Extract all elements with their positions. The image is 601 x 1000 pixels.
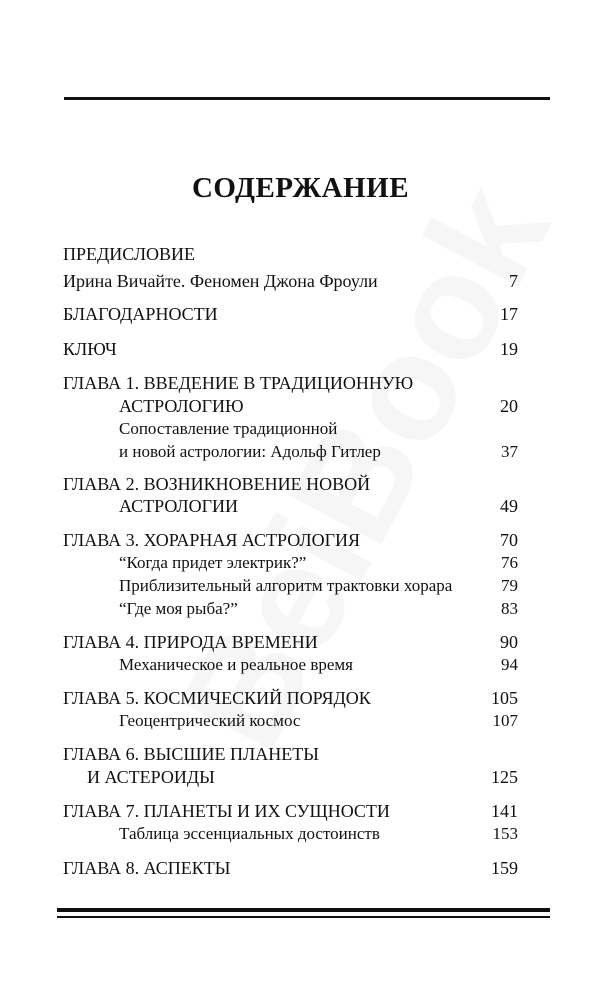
toc-entry-title: КЛЮЧ: [63, 339, 117, 359]
toc-entry-title: Сопоставление традиционной: [119, 419, 338, 438]
toc-entry-title: и новой астрологии: Адольф Гитлер: [119, 442, 381, 461]
toc-entry-page: 159: [491, 858, 518, 878]
toc-entry-title: АСТРОЛОГИИ: [119, 496, 239, 516]
toc-entry-page: 37: [501, 442, 518, 461]
toc-entry-page: 94: [501, 655, 518, 674]
toc-entry-title: “Когда придет электрик?”: [119, 553, 307, 572]
toc-entry-page: 153: [492, 824, 518, 843]
toc-entry-title: И АСТЕРОИДЫ: [87, 767, 215, 787]
toc-entry-page: 76: [501, 553, 518, 572]
toc-entry-title: Приблизительный алгоритм трактовки хорара: [119, 576, 453, 595]
toc-entry-title: ГЛАВА 6. ВЫСШИЕ ПЛАНЕТЫ: [63, 744, 319, 764]
toc-entry-title: ГЛАВА 4. ПРИРОДА ВРЕМЕНИ: [63, 632, 318, 652]
toc-entry-page: 90: [500, 632, 518, 652]
page-title: СОДЕРЖАНИЕ: [191, 172, 410, 204]
toc-entry-page: 79: [501, 576, 518, 595]
toc-entry-title: ГЛАВА 3. ХОРАРНАЯ АСТРОЛОГИЯ: [63, 530, 360, 550]
toc-entry-title: Геоцентрический космос: [119, 711, 301, 730]
toc-entry-title: “Где моя рыба?”: [119, 599, 238, 618]
toc-entry-title: АСТРОЛОГИЮ: [119, 396, 244, 416]
toc-entry-page: 107: [492, 711, 518, 730]
toc-entry-page: 70: [500, 530, 518, 550]
toc-entry-title: БЛАГОДАРНОСТИ: [63, 304, 218, 324]
toc-entry-title: Ирина Вичайте. Феномен Джона Фроули: [63, 271, 378, 291]
toc-entry-title: ГЛАВА 2. ВОЗНИКНОВЕНИЕ НОВОЙ: [63, 474, 371, 494]
toc-entry-page: 19: [500, 339, 518, 359]
toc-entry-title: Таблица эссенциальных достоинств: [119, 824, 380, 843]
toc-entry-title: ГЛАВА 7. ПЛАНЕТЫ И ИХ СУЩНОСТИ: [63, 801, 390, 821]
toc-entry-title: Механическое и реальное время: [119, 655, 353, 674]
bottom-rule-thick: [57, 908, 550, 912]
toc-entry-page: 17: [500, 304, 518, 324]
watermark: [145, 157, 583, 775]
toc-entry-page: 105: [491, 688, 518, 708]
bottom-rule-thin: [57, 916, 550, 918]
toc-entry-page: 20: [500, 396, 518, 416]
toc-entry-page: 49: [500, 496, 518, 516]
toc-entry-page: 7: [509, 271, 518, 291]
toc-entry-title: ПРЕДИСЛОВИЕ: [63, 244, 196, 264]
top-rule: [64, 97, 550, 100]
toc-entry-page: 125: [491, 767, 518, 787]
toc-entry-page: 83: [501, 599, 518, 618]
toc-entry-title: ГЛАВА 1. ВВЕДЕНИЕ В ТРАДИЦИОННУЮ: [63, 373, 414, 393]
toc-entry-title: ГЛАВА 5. КОСМИЧЕСКИЙ ПОРЯДОК: [63, 688, 371, 708]
toc-entry-page: 141: [491, 801, 518, 821]
toc-entry-title: ГЛАВА 8. АСПЕКТЫ: [63, 858, 231, 878]
